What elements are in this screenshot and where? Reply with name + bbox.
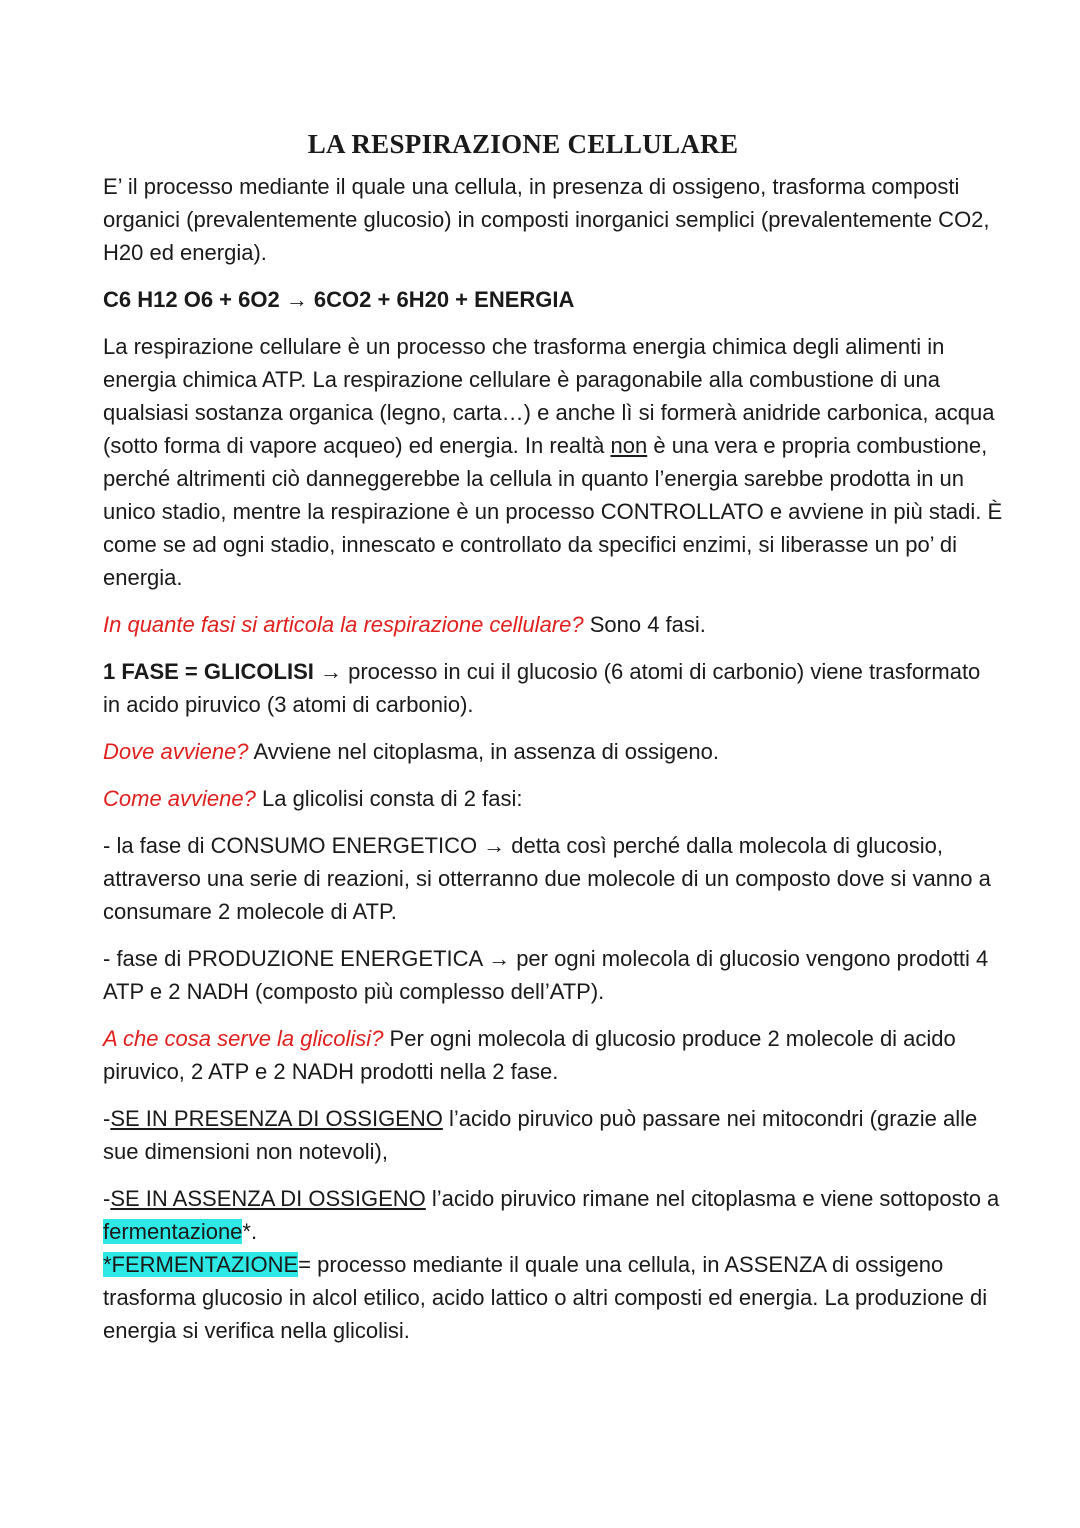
fase1-text: processo in cui il glucosio (6 atomi di carbonio) viene trasformato in acido piruvico (3 atomi di carbonio). (103, 659, 981, 717)
fermentazione-label: *FERMENTAZIONE (103, 1252, 299, 1277)
document-page (103, 124, 1003, 1361)
phases-question-line (103, 608, 1003, 641)
purpose-question-line (103, 1022, 1003, 1088)
assenza-end: *. (242, 1219, 258, 1244)
underlined-non: non (610, 433, 648, 458)
fermentazione-text: = processo mediante il quale una cellula, in ASSENZA di ossigeno trasforma glucosio in alcol etilico, acido lattico o altri composti ed energia. La produzione di energia si verifica nella glicolisi. (103, 1252, 988, 1343)
answer-purpose: Per ogni molecola di glucosio produce 2 molecole di acido piruvico, 2 ATP e 2 NADH prodotti nella 2 fase. (103, 1026, 956, 1084)
assenza-prefix: - (103, 1186, 111, 1211)
question-where: Dove avviene? (103, 739, 249, 764)
produzione-paragraph: - fase di PRODUZIONE ENERGETICA → per ogni molecola di glucosio vengono prodotti 4 ATP e 2 NADH (composto più complesso dell’ATP). (103, 946, 989, 1004)
how-question-line (103, 782, 1003, 815)
fermentazione-highlight: fermentazione (103, 1219, 243, 1244)
where-question-line (103, 735, 1003, 768)
assenza-label: SE IN ASSENZA DI OSSIGENO (110, 1186, 426, 1211)
combustion-text-a: La respirazione cellulare è un processo che trasforma energia chimica degli alimenti in energia chimica ATP. La respirazione cellulare è paragonabile alla combustione di una qualsiasi sostanza organica (legno, carta…) e anche lì si formerà anidride carbonica, acqua (sotto forma di vapore acqueo) ed energia. In realtà (103, 334, 995, 458)
answer-where: Avviene nel citoplasma, in assenza di ossigeno. (248, 739, 719, 764)
answer-how: La glicolisi consta di 2 fasi: (255, 786, 523, 811)
combustion-paragraph (103, 330, 1003, 594)
presenza-paragraph (103, 1102, 1003, 1168)
intro-paragraph: E’ il processo mediante il quale una cellula, in presenza di ossigeno, trasforma composti organici (prevalentemente glucosio) in composti inorganici semplici (prevalentemente CO2, H20 ed energia). (103, 174, 990, 265)
presenza-label: SE IN PRESENZA DI OSSIGENO (110, 1106, 443, 1131)
presenza-text: l’acido piruvico può passare nei mitocondri (grazie alle sue dimensioni non notevoli), (103, 1106, 978, 1164)
chemical-equation: C6 H12 O6 + 6O2 → 6CO2 + 6H20 + ENERGIA (103, 287, 575, 312)
fermentazione-definition (103, 1248, 1003, 1347)
combustion-text-b: è una vera e propria combustione, perché altrimenti ciò danneggerebbe la cellula in quanto l’energia sarebbe prodotta in un unico stadio, mentre la respirazione è un processo CONTROLLATO e avviene in più stadi. È come se ad ogni stadio, innescato e controllato da specifici enzimi, si liberasse un po’ di energia. (103, 433, 1003, 590)
glicolisi-definition (103, 655, 1003, 721)
presenza-prefix: - (103, 1106, 111, 1131)
question-purpose: A che cosa serve la glicolisi? (103, 1026, 384, 1051)
fase1-label: 1 FASE = GLICOLISI → (103, 659, 342, 684)
page-title: LA RESPIRAZIONE CELLULARE (307, 129, 739, 159)
answer-phases: Sono 4 fasi. (583, 612, 706, 637)
consumo-paragraph: - la fase di CONSUMO ENERGETICO → detta così perché dalla molecola di glucosio, attraverso una serie di reazioni, si otterranno due molecole di un composto dove si vanno a consumare 2 molecole di ATP. (103, 833, 991, 924)
question-phases: In quante fasi si articola la respirazione cellulare? (103, 612, 584, 637)
assenza-text: l’acido piruvico rimane nel citoplasma e viene sottoposto a (425, 1186, 1000, 1211)
assenza-paragraph (103, 1182, 1003, 1248)
question-how: Come avviene? (103, 786, 256, 811)
